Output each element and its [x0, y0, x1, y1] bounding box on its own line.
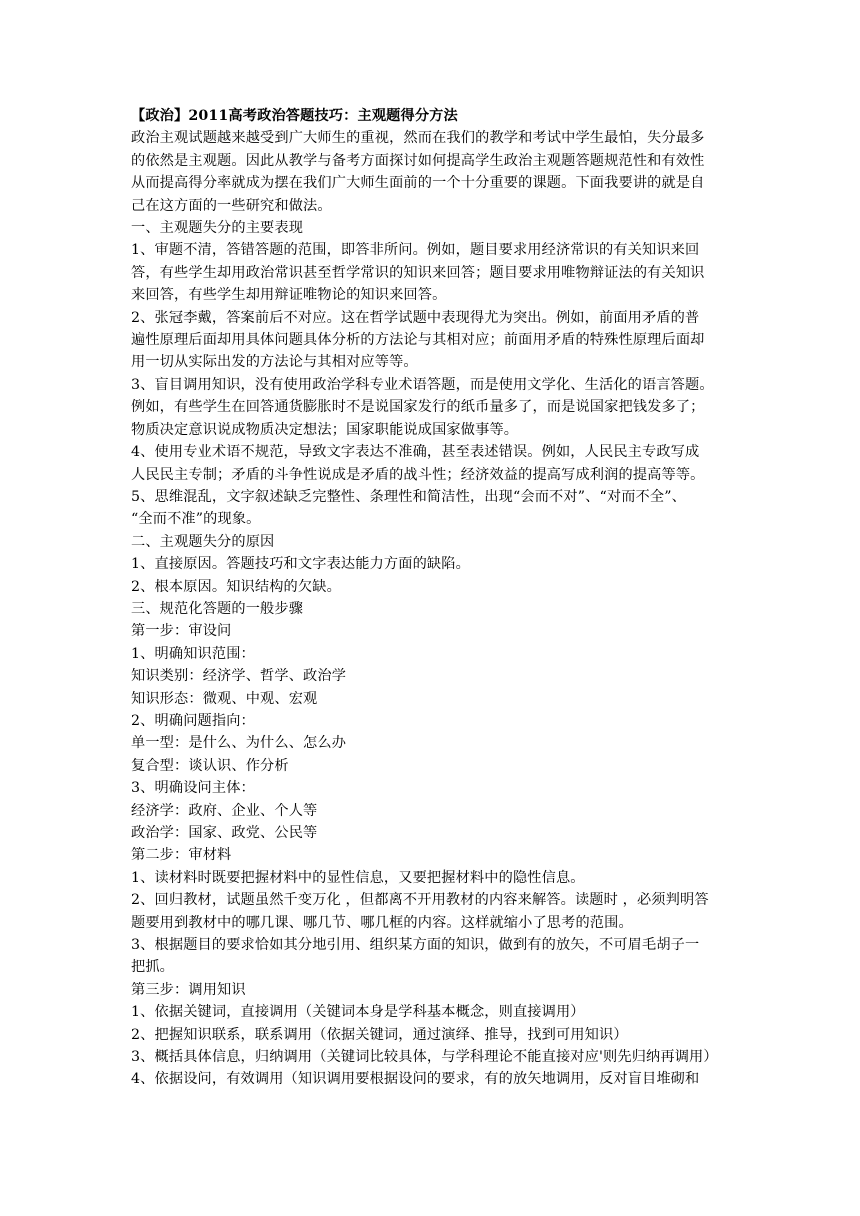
text-line: “全而不准”的现象。 [131, 511, 261, 528]
text-line: 1、直接原因。答题技巧和文字表达能力方面的缺陷。 [131, 556, 470, 573]
text-line: 单一型：是什么、为什么、怎么办 [131, 735, 347, 752]
text-line: 知识形态：微观、中观、宏观 [131, 690, 318, 707]
text-line: 5、思维混乱，文字叙述缺乏完整性、条理性和简洁性，出现“会而不对”、“对而不全”、 [131, 488, 686, 505]
text-line: 遍性原理后面却用具体问题具体分析的方法论与其相对应；前面用矛盾的特殊性原理后面却 [131, 332, 705, 349]
text-line: 一、主观题失分的主要表现 [131, 220, 304, 237]
text-line: 二、主观题失分的原因 [131, 533, 275, 550]
text-line: 题要用到教材中的哪几课、哪几节、哪几框的内容。这样就缩小了思考的范围。 [131, 914, 633, 931]
text-line: 2、回归教材，试题虽然千变万化 ，但都离不开用教材的内容来解答。读题时 ，必须判明答 [131, 892, 709, 909]
text-line: 4、使用专业术语不规范，导致文字表达不准确，甚至表述错误。例如，人民民主专政写成 [131, 444, 700, 461]
text-line: 物质决定意识说成物质决定想法；国家职能说成国家做事等。 [131, 421, 519, 438]
text-line: 答，有些学生却用政治常识甚至哲学常识的知识来回答；题目要求用唯物辩证法的有关知识 [131, 264, 705, 281]
text-line: 3、盲目调用知识，没有使用政治学科专业术语答题，而是使用文学化、生活化的语言答题。 [131, 376, 714, 393]
text-line: 2、把握知识联系，联系调用（依据关键词，通过演绎、推导，找到可用知识） [131, 1026, 628, 1043]
text-line: 3、概括具体信息，归纳调用（关键词比较具体，与学科理论不能直接对应'则先归纳再调用） [131, 1049, 718, 1066]
text-line: 三、规范化答题的一般步骤 [131, 600, 304, 617]
document-title: 【政治】2011高考政治答题技巧：主观题得分方法 [131, 108, 458, 124]
text-line: 经济学：政府、企业、个人等 [131, 802, 318, 819]
text-line: 复合型：谈认识、作分析 [131, 757, 289, 774]
text-line: 第二步：审材料 [131, 847, 232, 864]
text-line: 第一步：审设问 [131, 623, 232, 640]
text-line: 1、审题不清，答错答题的范围，即答非所问。例如，题目要求用经济常识的有关知识来回 [131, 242, 700, 259]
text-line: 政治学：国家、政党、公民等 [131, 825, 318, 841]
text-line: 1、依据关键词，直接调用（关键词本身是学科基本概念，则直接调用） [131, 1004, 585, 1021]
text-line: 3、根据题目的要求恰如其分地引用、组织某方面的知识，做到有的放矢，不可眉毛胡子一 [131, 937, 700, 954]
text-line: 3、明确设问主体： [131, 780, 255, 797]
document-page [131, 105, 731, 1091]
text-line: 来回答，有些学生却用辩证唯物论的知识来回答。 [131, 287, 447, 304]
text-line: 从而提高得分率就成为摆在我们广大师生面前的一个十分重要的课题。下面我要讲的就是自 [131, 175, 705, 192]
text-line: 知识类别：经济学、哲学、政治学 [131, 668, 347, 685]
text-line: 例如，有些学生在回答通货膨胀时不是说国家发行的纸币量多了，而是说国家把钱发多了； [131, 399, 705, 416]
text-line: 2、根本原因。知识结构的欠缺。 [131, 578, 341, 595]
text-line: 政治主观试题越来越受到广大师生的重视，然而在我们的教学和考试中学生最怕，失分最多 [131, 130, 705, 147]
text-line: 用一切从实际出发的方法论与其相对应等等。 [131, 354, 418, 371]
text-line: 人民民主专制；矛盾的斗争性说成是矛盾的战斗性；经济效益的提高写成利润的提高等等。 [131, 466, 705, 483]
text-line: 己在这方面的一些研究和做法。 [131, 197, 332, 214]
text-line: 2、明确问题指向： [131, 712, 255, 729]
text-line: 4、依据设问，有效调用（知识调用要根据设问的要求，有的放矢地调用，反对盲目堆砌和 [131, 1071, 700, 1088]
text-line: 2、张冠李戴，答案前后不对应。这在哲学试题中表现得尤为突出。例如，前面用矛盾的普 [131, 309, 700, 326]
text-line: 1、明确知识范围： [131, 645, 255, 662]
document-body [131, 127, 731, 1090]
text-line: 的依然是主观题。因此从教学与备考方面探讨如何提高学生政治主观题答题规范性和有效性 [131, 152, 705, 169]
text-line: 第三步：调用知识 [131, 981, 246, 998]
text-line: 把抓。 [131, 959, 175, 976]
text-line: 1、读材料时既要把握材料中的显性信息，又要把握材料中的隐性信息。 [131, 869, 585, 886]
